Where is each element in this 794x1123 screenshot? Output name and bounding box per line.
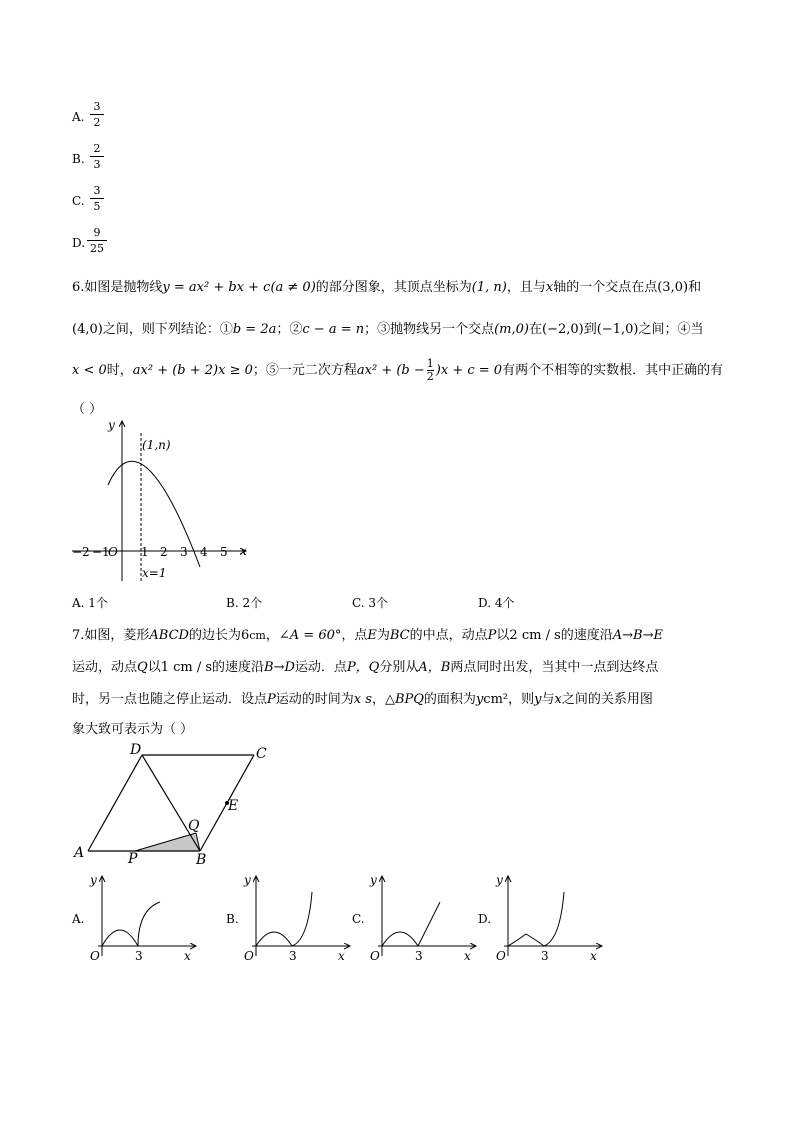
y-axis-label: y: [108, 418, 115, 432]
math: ABCD: [149, 628, 189, 643]
math: Q: [137, 660, 148, 675]
tick-label: 2: [160, 545, 168, 559]
x-label: x: [338, 949, 345, 960]
text: 以: [147, 660, 161, 675]
q7-option-d-graph[interactable]: [494, 870, 606, 960]
q7-option-c-graph[interactable]: [368, 870, 480, 960]
symmetry-label: x=1: [142, 566, 167, 580]
text: 的速度沿: [560, 628, 613, 643]
text: 时，另一点也随之停止运动．设点: [72, 692, 268, 707]
text: 之间的关系用图: [561, 692, 653, 707]
math: cm²: [483, 692, 509, 707]
text: 在: [528, 322, 542, 337]
q7-option-d-label[interactable]: D.: [478, 912, 492, 926]
q7-option-a-label[interactable]: A.: [72, 912, 85, 926]
fraction: [90, 142, 104, 171]
text: 的中点，动点: [409, 628, 488, 643]
text: 有两个不相等的实数根．其中正确的有: [502, 363, 724, 378]
q6-line-1: [72, 276, 701, 295]
text: ，则: [508, 692, 535, 707]
math: x: [554, 692, 562, 707]
math: ∠A = 60°: [278, 628, 342, 643]
fraction: [90, 100, 104, 129]
text: 以: [496, 628, 510, 643]
tick-label: 3: [135, 949, 143, 960]
label-a: A: [74, 845, 85, 861]
math: y = ax² + bx + c(a ≠ 0): [162, 280, 316, 295]
curve-rise: [292, 892, 312, 946]
origin-label: O: [370, 949, 380, 960]
fraction: [427, 358, 434, 383]
math: b = 2a: [232, 322, 277, 337]
math: P: [267, 692, 276, 707]
curve-rise: [544, 892, 564, 946]
text: 两点同时出发，当其中一点到达终点: [450, 660, 659, 675]
line-rise: [418, 902, 440, 946]
numerator: 3: [93, 184, 101, 197]
label-q: Q: [188, 818, 200, 834]
math: ax² + (b + 2)x ≥ 0: [132, 363, 253, 378]
denominator: 5: [93, 200, 101, 213]
text: ，且与: [506, 280, 546, 295]
text: ；③抛物线另一个交点: [364, 322, 495, 337]
option-label: D.: [72, 236, 86, 250]
numerator: 9: [93, 226, 101, 239]
math: 1 cm / s: [160, 660, 213, 675]
option-label: C.: [72, 194, 85, 208]
denominator: 2: [93, 116, 101, 129]
text: ，: [265, 628, 279, 643]
side-ad: [88, 755, 142, 851]
x-label: x: [590, 949, 597, 960]
text: 到: [583, 322, 597, 337]
q7-line-3: [72, 688, 653, 707]
text: ，: [371, 692, 385, 707]
origin-label: O: [90, 949, 100, 960]
text: 分别从: [379, 660, 419, 675]
diagonal-bd: [142, 755, 200, 851]
tick-label: −2: [72, 545, 90, 559]
math: c − a = n: [302, 322, 365, 337]
y-label: y: [370, 873, 377, 887]
math: 6: [240, 628, 250, 643]
x-axis-label: x: [240, 544, 247, 558]
tick-label: −1: [92, 545, 110, 559]
tick-label: 3: [415, 949, 423, 960]
text: 的边长为: [188, 628, 241, 643]
math: (−1,0): [596, 322, 639, 337]
text: ；②: [276, 322, 303, 337]
fraction: [87, 226, 107, 255]
q6-choice-a[interactable]: A. 1个: [72, 596, 108, 610]
text: 之间，则下列结论：①: [102, 322, 233, 337]
y-label: y: [90, 873, 97, 887]
math: (3,0): [657, 280, 689, 295]
tick-label: 4: [200, 545, 208, 559]
denominator: 2: [426, 370, 434, 383]
math: x: [353, 692, 362, 707]
tick-label: 3: [541, 949, 549, 960]
q7-line-4: 象大致可表示为（ ）: [72, 722, 194, 737]
text: 7.如图，菱形: [72, 628, 150, 643]
label-p: P: [128, 851, 138, 865]
numerator: 1: [426, 357, 434, 370]
math: (−2,0): [542, 322, 584, 337]
q7-option-b-label[interactable]: B.: [226, 912, 239, 926]
label-e: E: [228, 798, 239, 814]
q6-line-3: [72, 358, 723, 383]
math: (1, n): [471, 280, 507, 295]
label-c: C: [256, 746, 267, 762]
q6-line-2: [72, 318, 703, 337]
math: P，Q: [346, 660, 380, 675]
curve-arc: [256, 932, 292, 946]
text: ；⑤一元二次方程: [252, 363, 357, 378]
text: 时，: [106, 363, 133, 378]
math: BC: [389, 628, 410, 643]
math: E: [367, 628, 377, 643]
tick-label: 5: [220, 545, 228, 559]
math: ax² + (b −: [356, 363, 425, 378]
origin-label: O: [496, 949, 506, 960]
q6-choice-d[interactable]: D. 4个: [478, 596, 515, 610]
math: (4,0): [72, 322, 103, 337]
math: s: [365, 692, 372, 707]
numerator: 2: [93, 142, 101, 155]
text: ，点: [341, 628, 368, 643]
math: A→B→E: [612, 628, 663, 643]
math: x: [545, 280, 554, 295]
math: 2 cm / s: [509, 628, 561, 643]
label-d: D: [130, 742, 142, 758]
math: △BPQ: [384, 692, 424, 707]
text: 的面积为: [423, 692, 476, 707]
curve-rise: [138, 902, 160, 946]
parabola-graph: [70, 415, 260, 585]
curve-peak: [508, 934, 544, 946]
y-label: y: [496, 873, 503, 887]
q6-choice-b[interactable]: B. 2个: [226, 596, 263, 610]
q6-answer-paren: （ ）: [72, 402, 103, 417]
option-label: A.: [72, 110, 85, 124]
text: 6.如图是抛物线: [72, 280, 163, 295]
math: P: [487, 628, 497, 643]
x-label: x: [464, 949, 471, 960]
tick-label: 3: [289, 949, 297, 960]
option-label: B.: [72, 152, 85, 166]
x-label: x: [184, 949, 191, 960]
text: 轴的一个交点在点: [553, 280, 658, 295]
denominator: 3: [93, 158, 101, 171]
q6-choice-c[interactable]: C. 3个: [352, 596, 389, 610]
text: 的速度沿: [212, 660, 265, 675]
text: 的部分图象，其顶点坐标为: [315, 280, 472, 295]
tick-label: 1: [141, 545, 149, 559]
math: y: [534, 692, 542, 707]
origin-label: O: [108, 545, 118, 559]
text: 运动．点: [294, 660, 347, 675]
math: (m,0): [494, 322, 529, 337]
text: 为: [376, 628, 390, 643]
q7-option-c-label[interactable]: C.: [352, 912, 365, 926]
math: y: [475, 692, 484, 707]
q7-line-2: [72, 656, 658, 675]
y-label: y: [244, 873, 251, 887]
text: 运动的时间为: [275, 692, 354, 707]
origin-label: O: [244, 949, 254, 960]
q7-line-1: [72, 624, 663, 643]
vertex-label: (1,n): [142, 438, 171, 452]
numerator: 3: [93, 100, 101, 113]
math: A，B: [418, 660, 451, 675]
math: cm: [249, 629, 266, 642]
text: 和: [688, 280, 702, 295]
q7-option-a-graph[interactable]: [88, 870, 200, 960]
rhombus-figure: [70, 740, 270, 865]
math: B→D: [264, 660, 295, 675]
q7-option-b-graph[interactable]: [242, 870, 354, 960]
curve-arc: [382, 932, 418, 946]
text: 与: [541, 692, 555, 707]
denominator: 25: [90, 242, 104, 255]
fraction: [90, 184, 104, 213]
curve-arc: [102, 930, 138, 946]
math: x < 0: [72, 363, 107, 378]
text: 运动，动点: [72, 660, 138, 675]
text: 之间；④当: [638, 322, 704, 337]
tick-label: 3: [180, 545, 188, 559]
label-b: B: [196, 852, 207, 865]
math: )x + c = 0: [435, 363, 503, 378]
